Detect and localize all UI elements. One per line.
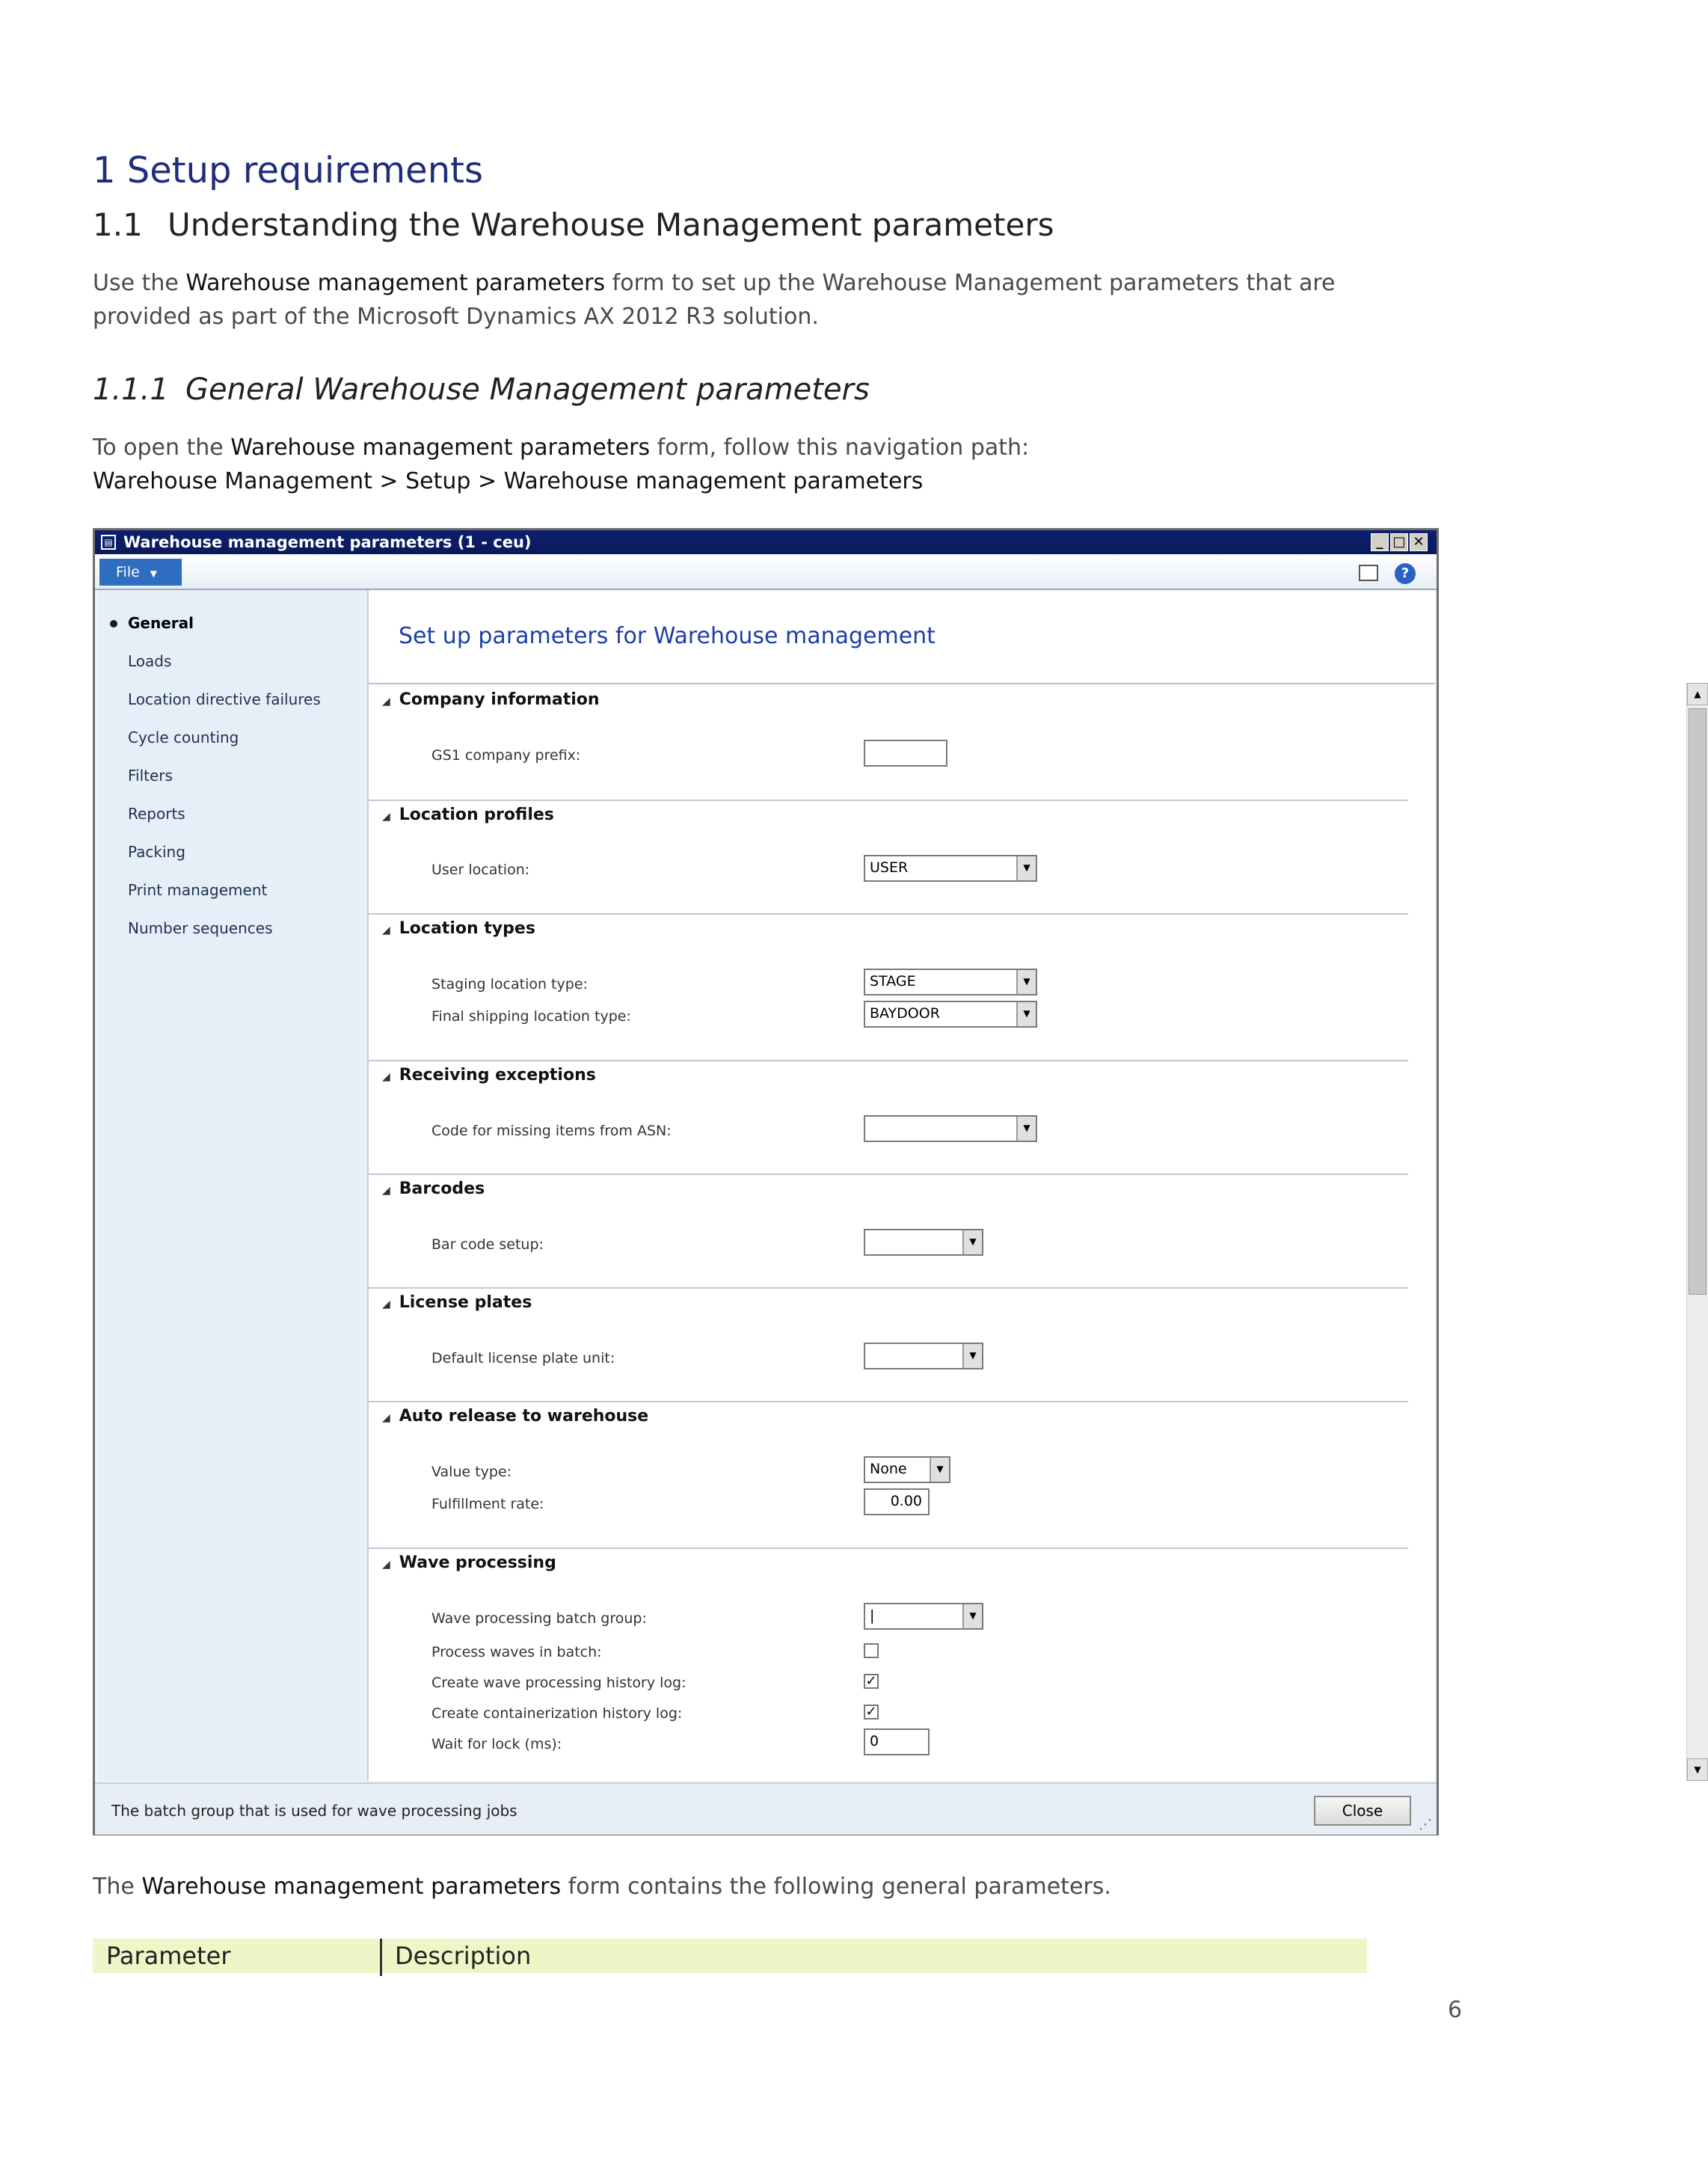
final-shipping-location-type-label: Final shipping location type:	[431, 1008, 631, 1025]
fulfillment-rate-input[interactable]: 0.00	[864, 1488, 930, 1515]
parameter-table-header	[93, 1939, 1367, 1973]
nav-form-name: Warehouse management parameters	[230, 435, 651, 461]
collapse-triangle-icon: ◢	[382, 1185, 390, 1197]
close-icon[interactable]: ✕	[1410, 533, 1428, 551]
intro-text-post: form to set up the Warehouse Management parameters that are provided as part of the Microsoft Dynamics AX 2012 R3 solution.	[93, 270, 1336, 330]
nav-text-pre: To open the	[93, 435, 231, 461]
bar-code-setup-label: Bar code setup:	[431, 1236, 544, 1253]
nav-item-print-management[interactable]: Print management	[128, 881, 268, 899]
dropdown-arrow-icon[interactable]: ▼	[1016, 970, 1036, 994]
wait-for-lock-label: Wait for lock (ms):	[431, 1736, 562, 1752]
section-divider	[369, 800, 1408, 801]
section-divider	[369, 913, 1408, 915]
dropdown-arrow-icon[interactable]: ▼	[962, 1344, 982, 1368]
column-header-description: Description	[395, 1942, 532, 1970]
parameters-window	[93, 528, 1701, 1835]
wait-for-lock-input[interactable]: 0	[864, 1728, 930, 1755]
containerization-history-log-label: Create containerization history log:	[431, 1705, 683, 1722]
section-divider	[369, 1401, 1408, 1402]
heading-2-text: Understanding the Warehouse Management parameters	[168, 206, 1054, 243]
document-heading-2	[93, 206, 1054, 243]
dropdown-arrow-icon[interactable]: ▼	[962, 1230, 982, 1254]
section-title: Wave processing	[399, 1553, 556, 1572]
section-title: Receiving exceptions	[399, 1066, 596, 1084]
section-divider	[369, 1287, 1408, 1289]
user-location-value: USER	[870, 859, 909, 876]
column-divider	[380, 1939, 382, 1976]
nav-item-general[interactable]: General	[128, 614, 194, 632]
section-title: Location types	[399, 919, 535, 938]
file-menu-label: File	[116, 564, 140, 580]
collapse-triangle-icon: ◢	[382, 1559, 390, 1571]
missing-items-code-dropdown[interactable]	[864, 1115, 1037, 1142]
app-icon: ▤	[101, 535, 116, 550]
section-auto-release-to-warehouse[interactable]	[382, 1407, 648, 1426]
wave-history-log-label: Create wave processing history log:	[431, 1675, 686, 1691]
minimize-icon[interactable]: _	[1371, 533, 1389, 551]
collapse-triangle-icon: ◢	[382, 1298, 390, 1310]
params-text-pre: The	[93, 1874, 142, 1900]
nav-item-reports[interactable]: Reports	[128, 805, 185, 823]
section-divider	[369, 1173, 1408, 1175]
params-form-name: Warehouse management parameters	[141, 1874, 562, 1900]
section-receiving-exceptions[interactable]	[382, 1066, 596, 1084]
nav-item-number-sequences[interactable]: Number sequences	[128, 919, 273, 937]
value-type-label: Value type:	[431, 1464, 512, 1480]
section-location-types[interactable]	[382, 919, 535, 938]
close-button[interactable]: Close	[1314, 1796, 1411, 1826]
left-navigation-pane	[98, 590, 369, 1781]
document-heading-1: 1 Setup requirements	[93, 150, 483, 191]
section-title: Auto release to warehouse	[399, 1407, 649, 1426]
nav-item-packing[interactable]: Packing	[128, 843, 185, 861]
status-bar	[95, 1782, 1437, 1835]
staging-location-type-dropdown[interactable]	[864, 969, 1037, 995]
wave-history-log-checkbox[interactable]: ✓	[864, 1674, 879, 1689]
column-header-parameter: Parameter	[106, 1942, 231, 1970]
dropdown-arrow-icon[interactable]: ▼	[1016, 1002, 1036, 1026]
value-type-value: None	[870, 1461, 907, 1477]
menu-bar	[95, 554, 1437, 590]
resize-grip-icon[interactable]: ⋰	[1419, 1817, 1432, 1832]
section-title: License plates	[399, 1293, 532, 1312]
collapse-triangle-icon: ◢	[382, 924, 390, 936]
parameters-main-pane	[369, 590, 1701, 1781]
nav-item-filters[interactable]: Filters	[128, 767, 173, 785]
collapse-triangle-icon: ◢	[382, 1412, 390, 1424]
chevron-down-icon: ▼	[150, 568, 158, 579]
nav-text-post: form, follow this navigation path:	[650, 435, 1030, 461]
vertical-scrollbar[interactable]	[1686, 683, 1708, 1781]
containerization-history-log-checkbox[interactable]: ✓	[864, 1705, 879, 1719]
user-location-dropdown[interactable]	[864, 855, 1037, 882]
nav-item-cycle-counting[interactable]: Cycle counting	[128, 728, 239, 746]
scroll-down-icon[interactable]: ▼	[1687, 1758, 1708, 1781]
value-type-dropdown[interactable]	[864, 1456, 950, 1483]
wave-batch-group-label: Wave processing batch group:	[431, 1610, 647, 1627]
heading-2-number: 1.1	[93, 206, 143, 243]
general-parameters-paragraph	[93, 1870, 1439, 1903]
title-divider	[369, 683, 1435, 684]
maximize-icon[interactable]: □	[1390, 533, 1408, 551]
final-shipping-location-type-dropdown[interactable]	[864, 1001, 1037, 1028]
nav-item-loads[interactable]: Loads	[128, 652, 172, 670]
heading-3-text: General Warehouse Management parameters	[185, 372, 870, 407]
section-divider	[369, 1060, 1408, 1061]
collapse-triangle-icon: ◢	[382, 1071, 390, 1083]
section-title: Company information	[399, 690, 600, 709]
user-location-label: User location:	[431, 862, 530, 878]
wave-batch-group-value: |	[870, 1607, 875, 1624]
wave-batch-group-dropdown[interactable]	[864, 1603, 983, 1630]
form-title: Set up parameters for Warehouse management	[399, 623, 936, 649]
active-bullet-icon	[110, 620, 117, 628]
nav-item-location-directive-failures[interactable]: Location directive failures	[128, 690, 321, 708]
intro-paragraph	[93, 266, 1439, 334]
default-license-plate-unit-dropdown[interactable]	[864, 1343, 983, 1369]
dropdown-arrow-icon[interactable]: ▼	[1016, 1117, 1036, 1141]
dropdown-arrow-icon[interactable]: ▼	[1016, 856, 1036, 880]
fulfillment-rate-label: Fulfillment rate:	[431, 1496, 544, 1512]
section-company-information[interactable]	[382, 690, 600, 709]
params-text-post: form contains the following general parameters.	[561, 1874, 1111, 1900]
section-divider	[369, 1547, 1408, 1549]
section-location-profiles[interactable]	[382, 806, 554, 824]
file-menu-button[interactable]	[99, 559, 182, 586]
process-waves-in-batch-label: Process waves in batch:	[431, 1644, 602, 1660]
page-number: 6	[1448, 1997, 1463, 2023]
section-title: Location profiles	[399, 806, 554, 824]
navigation-path: Warehouse Management > Setup > Warehouse management parameters	[93, 468, 924, 494]
window-title: Warehouse management parameters (1 - ceu)	[123, 533, 532, 551]
gs1-company-prefix-input[interactable]	[864, 740, 947, 767]
section-wave-processing[interactable]	[382, 1553, 556, 1572]
dropdown-arrow-icon[interactable]: ▼	[962, 1604, 982, 1628]
default-license-plate-unit-label: Default license plate unit:	[431, 1350, 615, 1366]
process-waves-in-batch-checkbox[interactable]	[864, 1643, 879, 1658]
final-shipping-location-type-value: BAYDOOR	[870, 1005, 940, 1022]
form-layout-icon[interactable]	[1359, 565, 1378, 581]
scrollbar-thumb[interactable]	[1689, 708, 1707, 1295]
staging-location-type-value: STAGE	[870, 973, 916, 990]
section-license-plates[interactable]	[382, 1293, 532, 1312]
intro-text-pre: Use the	[93, 270, 186, 296]
gs1-company-prefix-label: GS1 company prefix:	[431, 747, 581, 764]
status-text: The batch group that is used for wave processing jobs	[111, 1802, 517, 1820]
document-heading-3	[93, 372, 870, 407]
window-title-bar	[95, 530, 1437, 554]
intro-form-name: Warehouse management parameters	[185, 270, 606, 296]
section-title: Barcodes	[399, 1179, 485, 1198]
staging-location-type-label: Staging location type:	[431, 976, 588, 993]
navigation-paragraph	[93, 431, 1439, 498]
heading-3-number: 1.1.1	[93, 372, 169, 407]
dropdown-arrow-icon[interactable]: ▼	[930, 1458, 949, 1482]
scroll-up-icon[interactable]: ▲	[1687, 683, 1708, 705]
section-barcodes[interactable]	[382, 1179, 485, 1198]
collapse-triangle-icon: ◢	[382, 811, 390, 823]
help-icon[interactable]: ?	[1395, 563, 1416, 584]
collapse-triangle-icon: ◢	[382, 696, 390, 708]
missing-items-code-label: Code for missing items from ASN:	[431, 1123, 672, 1139]
bar-code-setup-dropdown[interactable]	[864, 1229, 983, 1256]
